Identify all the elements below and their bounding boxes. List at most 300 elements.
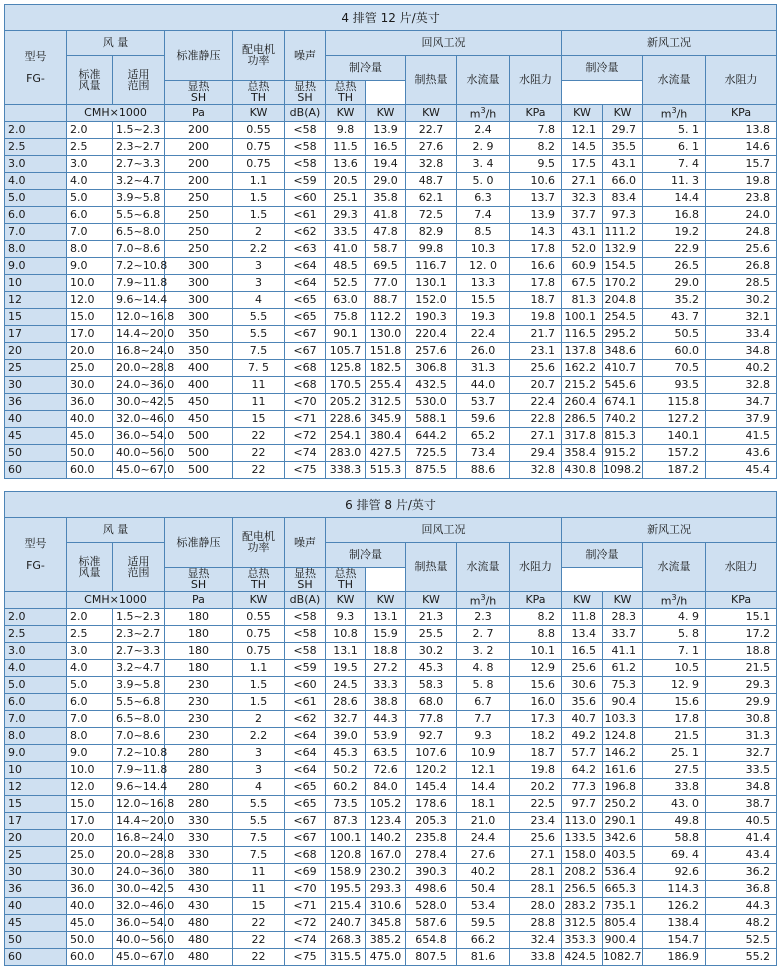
data-cell: 15.6 (510, 677, 562, 694)
data-cell: 293.3 (366, 881, 406, 898)
data-cell: 45.4 (706, 462, 777, 479)
data-cell: 133.5 (562, 830, 603, 847)
data-cell: 60.9 (562, 258, 603, 275)
data-cell: 22.8 (510, 411, 562, 428)
data-cell: 50.0 (67, 932, 113, 949)
data-cell: 16.8 (643, 207, 706, 224)
data-cell: 22 (233, 428, 285, 445)
data-cell: 228.6 (326, 411, 366, 428)
data-cell: 82.9 (406, 224, 457, 241)
data-cell: 30.0~42.5 (113, 881, 165, 898)
data-cell: 7.8 (510, 122, 562, 139)
data-cell: 30.2 (406, 643, 457, 660)
model-cell: 30 (5, 377, 67, 394)
data-cell: 350 (165, 326, 233, 343)
data-cell: 27.1 (562, 173, 603, 190)
data-cell: 21.0 (457, 813, 510, 830)
data-cell: 178.6 (406, 796, 457, 813)
data-cell: 17.3 (510, 711, 562, 728)
data-cell: 30.0 (67, 864, 113, 881)
model-cell: 20 (5, 830, 67, 847)
data-cell: 60.0 (67, 949, 113, 966)
data-cell: 300 (165, 258, 233, 275)
data-cell: 6.5~8.0 (113, 224, 165, 241)
table-row (5, 677, 777, 694)
data-cell: 72.5 (406, 207, 457, 224)
data-cell: 283.0 (326, 445, 366, 462)
data-cell: 17.8 (510, 275, 562, 292)
data-cell: 16.5 (366, 139, 406, 156)
table-row (5, 660, 777, 677)
data-cell: 83.4 (603, 190, 643, 207)
data-cell: 15.0 (67, 796, 113, 813)
data-cell: 475.0 (366, 949, 406, 966)
data-cell: <64 (285, 762, 326, 779)
data-cell: 53.4 (457, 898, 510, 915)
data-cell: 28.6 (326, 694, 366, 711)
data-cell: 36.0~54.0 (113, 428, 165, 445)
data-cell: <74 (285, 932, 326, 949)
data-cell: <59 (285, 173, 326, 190)
data-cell: 41.1 (603, 643, 643, 660)
data-cell: 2.7~3.3 (113, 156, 165, 173)
data-cell: 22.5 (510, 796, 562, 813)
data-cell: 29.3 (706, 677, 777, 694)
data-cell: 5.5 (233, 813, 285, 830)
data-cell: 2. 9 (457, 139, 510, 156)
data-cell: 342.6 (603, 830, 643, 847)
data-cell: 665.3 (603, 881, 643, 898)
data-cell: 3 (233, 275, 285, 292)
res-unit: KPa (510, 592, 562, 609)
data-cell: 49.2 (562, 728, 603, 745)
data-cell: 10.6 (510, 173, 562, 190)
data-cell: 15.7 (706, 156, 777, 173)
data-cell: 330 (165, 847, 233, 864)
fresh-sensible-header: 显热 SH (285, 568, 326, 592)
data-cell: 29.0 (366, 173, 406, 190)
data-cell: 27.6 (406, 139, 457, 156)
data-cell: 588.1 (406, 411, 457, 428)
fresh-sensible-header: 显热 SH (285, 81, 326, 105)
data-cell: 4.0 (67, 173, 113, 190)
data-cell: 7.4 (457, 207, 510, 224)
data-cell: 9.3 (326, 609, 366, 626)
data-cell: 180 (165, 609, 233, 626)
data-cell: 204.8 (603, 292, 643, 309)
model-cell: 8.0 (5, 241, 67, 258)
data-cell: <67 (285, 830, 326, 847)
data-cell: 32.8 (510, 462, 562, 479)
fresh-air-header: 新风工况 (562, 31, 777, 56)
data-cell: 500 (165, 462, 233, 479)
data-cell: 3. 2 (457, 643, 510, 660)
data-cell: 5. 8 (457, 677, 510, 694)
data-cell: 0.75 (233, 156, 285, 173)
data-cell: 358.4 (562, 445, 603, 462)
data-cell: 105.2 (366, 796, 406, 813)
data-cell: 27.6 (457, 847, 510, 864)
data-cell: 330 (165, 830, 233, 847)
data-cell: 7.0 (67, 224, 113, 241)
data-cell: 20.5 (326, 173, 366, 190)
data-cell: 9.0 (67, 745, 113, 762)
data-cell: 312.5 (562, 915, 603, 932)
data-cell: 158.0 (562, 847, 603, 864)
table-row (5, 326, 777, 343)
data-cell: 50.2 (326, 762, 366, 779)
data-cell: 33.8 (510, 949, 562, 966)
data-cell: 12.0~16.8 (113, 796, 165, 813)
data-cell: 45.3 (406, 660, 457, 677)
data-cell: 280 (165, 745, 233, 762)
data-cell: 132.9 (603, 241, 643, 258)
data-cell: 5.5 (233, 309, 285, 326)
data-cell: 145.4 (406, 779, 457, 796)
data-cell: <64 (285, 275, 326, 292)
data-cell: 115.8 (643, 394, 706, 411)
data-cell: 306.8 (406, 360, 457, 377)
data-cell: 28.0 (510, 898, 562, 915)
model-cell: 45 (5, 915, 67, 932)
data-cell: 57.7 (562, 745, 603, 762)
data-cell: 75.3 (603, 677, 643, 694)
model-cell: 2.0 (5, 609, 67, 626)
data-cell: 43.1 (562, 224, 603, 241)
data-cell: 18.8 (366, 643, 406, 660)
data-cell: 45.3 (326, 745, 366, 762)
data-cell: 170.2 (603, 275, 643, 292)
data-cell: 22 (233, 915, 285, 932)
model-cell: 12 (5, 292, 67, 309)
data-cell: 21.5 (643, 728, 706, 745)
model-cell: 5.0 (5, 190, 67, 207)
data-cell: <72 (285, 915, 326, 932)
data-cell: 25.6 (510, 360, 562, 377)
table-row (5, 360, 777, 377)
data-cell: 22 (233, 462, 285, 479)
data-cell: 380.4 (366, 428, 406, 445)
data-cell: 330 (165, 813, 233, 830)
table-title: 4 排管 12 片/英寸 (5, 5, 777, 31)
water-resistance-header: 水阻力 (510, 543, 562, 592)
data-cell: 20.2 (510, 779, 562, 796)
data-cell: 5.5~6.8 (113, 694, 165, 711)
data-cell: <60 (285, 677, 326, 694)
data-cell: 75.8 (326, 309, 366, 326)
data-cell: 27.2 (366, 660, 406, 677)
data-cell: 7.0~8.6 (113, 241, 165, 258)
model-cell: 4.0 (5, 173, 67, 190)
water-flow-header: 水流量 (457, 543, 510, 592)
fresh-cooling-header: 制冷量 (562, 543, 643, 568)
data-cell: 11 (233, 881, 285, 898)
data-cell: 28.1 (510, 864, 562, 881)
data-cell: 138.4 (643, 915, 706, 932)
data-cell: 9.5 (510, 156, 562, 173)
table-row (5, 949, 777, 966)
data-cell: 30.6 (562, 677, 603, 694)
table-row (5, 779, 777, 796)
data-cell: 19.8 (706, 173, 777, 190)
data-cell: 10.8 (326, 626, 366, 643)
data-cell: 13.9 (366, 122, 406, 139)
data-cell: 2.0 (67, 122, 113, 139)
data-cell: 25.6 (562, 660, 603, 677)
data-cell: 28.3 (603, 609, 643, 626)
data-cell: 1.5 (233, 190, 285, 207)
data-cell: 13.4 (562, 626, 603, 643)
data-cell: 11 (233, 377, 285, 394)
data-cell: 25.6 (706, 241, 777, 258)
data-cell: 2 (233, 224, 285, 241)
data-cell: 740.2 (603, 411, 643, 428)
data-cell: 27.1 (510, 847, 562, 864)
data-cell: 215.2 (562, 377, 603, 394)
table-title: 6 排管 8 片/英寸 (5, 492, 777, 518)
data-cell: 137.8 (562, 343, 603, 360)
data-cell: 15.9 (366, 626, 406, 643)
data-cell: 29.9 (706, 694, 777, 711)
data-cell: 24.4 (457, 830, 510, 847)
data-cell: 7.7 (457, 711, 510, 728)
data-cell: 40.5 (706, 813, 777, 830)
table-row (5, 428, 777, 445)
data-cell: 317.8 (562, 428, 603, 445)
data-cell: <60 (285, 190, 326, 207)
data-cell: 725.5 (406, 445, 457, 462)
data-cell: 68.0 (406, 694, 457, 711)
data-cell: 13.6 (326, 156, 366, 173)
data-cell: 8.2 (510, 139, 562, 156)
table-row (5, 445, 777, 462)
data-cell: 19.5 (326, 660, 366, 677)
data-cell: 2.0 (67, 609, 113, 626)
table-row (5, 139, 777, 156)
data-cell: 29.0 (643, 275, 706, 292)
data-cell: 158.9 (326, 864, 366, 881)
data-cell: 295.2 (603, 326, 643, 343)
data-cell: 44.3 (706, 898, 777, 915)
data-cell: 235.8 (406, 830, 457, 847)
model-cell: 40 (5, 411, 67, 428)
data-cell: <65 (285, 309, 326, 326)
data-cell: 32.0~46.0 (113, 898, 165, 915)
data-cell: 4 (233, 292, 285, 309)
data-cell: 44.0 (457, 377, 510, 394)
data-cell: 254.1 (326, 428, 366, 445)
th-unit: KW (366, 105, 406, 122)
data-cell: 196.8 (603, 779, 643, 796)
table-row (5, 813, 777, 830)
data-cell: 58.7 (366, 241, 406, 258)
data-cell: 34.8 (706, 343, 777, 360)
data-cell: 30.8 (706, 711, 777, 728)
data-cell: 130.0 (366, 326, 406, 343)
model-cell: 40 (5, 898, 67, 915)
data-cell: 40.0~56.0 (113, 445, 165, 462)
model-cell: 6.0 (5, 207, 67, 224)
data-cell: 43. 7 (643, 309, 706, 326)
data-cell: 500 (165, 445, 233, 462)
data-cell: 2.5 (67, 139, 113, 156)
data-cell: 15.5 (457, 292, 510, 309)
airflow-header: 风 量 (67, 31, 165, 56)
table-row (5, 241, 777, 258)
data-cell: 107.6 (406, 745, 457, 762)
sensible-header: 显热 SH (165, 81, 233, 105)
data-cell: <68 (285, 360, 326, 377)
data-cell: 10.5 (643, 660, 706, 677)
data-cell: <63 (285, 241, 326, 258)
data-cell: 20.0~28.8 (113, 360, 165, 377)
fresh-res-unit: KPa (706, 105, 777, 122)
data-cell: 146.2 (603, 745, 643, 762)
data-cell: 528.0 (406, 898, 457, 915)
pressure-unit: Pa (165, 592, 233, 609)
data-cell: 32.7 (706, 745, 777, 762)
data-cell: 151.8 (366, 343, 406, 360)
flow-unit: $m^3/h$ (457, 105, 510, 122)
table-row (5, 898, 777, 915)
data-cell: 45.0 (67, 428, 113, 445)
data-cell: 32.8 (406, 156, 457, 173)
data-cell: 6.7 (457, 694, 510, 711)
noise-header: 噪声 (285, 518, 326, 568)
data-cell: 55.2 (706, 949, 777, 966)
table-row (5, 694, 777, 711)
data-cell: 20.0~28.8 (113, 847, 165, 864)
data-cell: 250 (165, 241, 233, 258)
total-header: 总热 TH (233, 81, 285, 105)
data-cell: 4.0 (67, 660, 113, 677)
data-cell: 6. 1 (643, 139, 706, 156)
data-cell: 7.0 (67, 711, 113, 728)
data-cell: <62 (285, 224, 326, 241)
data-cell: 40.2 (457, 864, 510, 881)
data-cell: 674.1 (603, 394, 643, 411)
data-cell: 345.9 (366, 411, 406, 428)
data-cell: 30.0 (67, 377, 113, 394)
table-row (5, 745, 777, 762)
data-cell: 20.7 (510, 377, 562, 394)
data-cell: 278.4 (406, 847, 457, 864)
data-cell: 815.3 (603, 428, 643, 445)
data-cell: 19.4 (366, 156, 406, 173)
model-cell: 6.0 (5, 694, 67, 711)
data-cell: 50.4 (457, 881, 510, 898)
data-cell: <62 (285, 711, 326, 728)
data-cell: 430 (165, 898, 233, 915)
model-cell: 9.0 (5, 258, 67, 275)
noise-header: 噪声 (285, 31, 326, 81)
data-cell: 180 (165, 643, 233, 660)
data-cell: 10.9 (457, 745, 510, 762)
data-cell: 100.1 (562, 309, 603, 326)
data-cell: 256.5 (562, 881, 603, 898)
data-cell: 14.4 (643, 190, 706, 207)
model-cell: 15 (5, 796, 67, 813)
data-cell: 190.3 (406, 309, 457, 326)
data-cell: 0.55 (233, 122, 285, 139)
data-cell: 32.1 (706, 309, 777, 326)
data-cell: 8.0 (67, 728, 113, 745)
data-cell: 587.6 (406, 915, 457, 932)
data-cell: 140.1 (643, 428, 706, 445)
data-cell: 7.9~11.8 (113, 762, 165, 779)
data-cell: 427.5 (366, 445, 406, 462)
power-unit: KW (233, 592, 285, 609)
data-cell: 13.1 (366, 609, 406, 626)
data-cell: 40.0 (67, 411, 113, 428)
data-cell: 120.8 (326, 847, 366, 864)
data-cell: 72.6 (366, 762, 406, 779)
data-cell: 154.7 (643, 932, 706, 949)
data-cell: 390.3 (406, 864, 457, 881)
data-cell: 286.5 (562, 411, 603, 428)
res-unit: KPa (510, 105, 562, 122)
data-cell: 10.0 (67, 762, 113, 779)
data-cell: 31.3 (457, 360, 510, 377)
data-cell: 4 (233, 779, 285, 796)
cooling-header: 制冷量 (326, 543, 406, 568)
data-cell: 63.5 (366, 745, 406, 762)
data-cell: 39.0 (326, 728, 366, 745)
heat-unit: KW (406, 105, 457, 122)
data-cell: 8.8 (510, 626, 562, 643)
data-cell: 14.4~20.0 (113, 326, 165, 343)
data-cell: 53.7 (457, 394, 510, 411)
data-cell: 250 (165, 207, 233, 224)
water-flow-header: 水流量 (457, 56, 510, 105)
data-cell: 200 (165, 139, 233, 156)
data-cell: 2 (233, 711, 285, 728)
data-cell: 25.0 (67, 360, 113, 377)
data-cell: 36.0~54.0 (113, 915, 165, 932)
data-cell: 97.3 (603, 207, 643, 224)
data-cell: 36.0 (67, 881, 113, 898)
data-cell: 2.2 (233, 241, 285, 258)
data-cell: 13.8 (706, 122, 777, 139)
data-cell: 10.3 (457, 241, 510, 258)
data-cell: 33.3 (366, 677, 406, 694)
water-resistance-header: 水阻力 (510, 56, 562, 105)
data-cell: 126.2 (643, 898, 706, 915)
data-cell: 90.4 (603, 694, 643, 711)
data-cell: 7.0~8.6 (113, 728, 165, 745)
data-cell: 45.0~67.0 (113, 949, 165, 966)
data-cell: 81.3 (562, 292, 603, 309)
data-cell: 58.8 (643, 830, 706, 847)
data-cell: 7. 1 (643, 643, 706, 660)
data-cell: 385.2 (366, 932, 406, 949)
fresh-total-header: 总热 TH (326, 568, 366, 592)
data-cell: 17.8 (510, 241, 562, 258)
data-cell: 18.7 (510, 745, 562, 762)
data-cell: 8.2 (510, 609, 562, 626)
data-cell: 36.8 (706, 881, 777, 898)
data-cell: <58 (285, 139, 326, 156)
data-cell: 22 (233, 932, 285, 949)
data-cell: 77.0 (366, 275, 406, 292)
data-cell: 15.6 (643, 694, 706, 711)
model-cell: 30 (5, 864, 67, 881)
data-cell: 7.2~10.8 (113, 745, 165, 762)
data-cell: 25.1 (326, 190, 366, 207)
data-cell: 3 (233, 258, 285, 275)
data-cell: 16.6 (510, 258, 562, 275)
data-cell: <69 (285, 864, 326, 881)
